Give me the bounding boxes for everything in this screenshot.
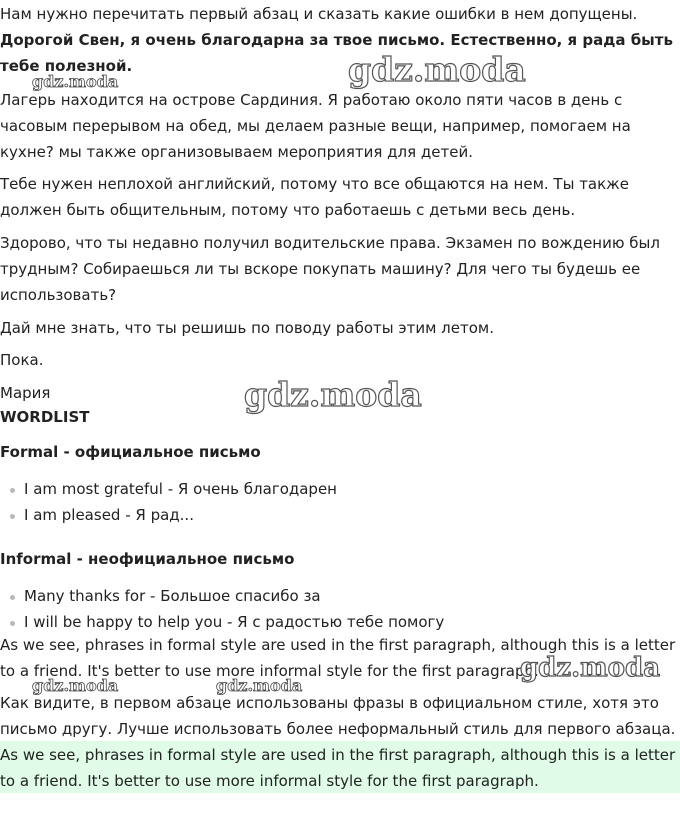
letter-signature: Мария xyxy=(0,384,51,402)
letter-paragraph-1: Лагерь находится на острове Сардиния. Я работаю около пяти часов в день с часовым перерывом на обед, мы делаем разные вещи, например, помогаем на кухне? мы также организовываем мероприятия для детей. xyxy=(0,91,631,161)
answer-box xyxy=(0,741,680,793)
letter-greeting: Дорогой Свен, я очень благодарна за твое письмо. Естественно, я рада быть тебе полезной. xyxy=(0,31,673,75)
list-item: I am pleased - Я рад... xyxy=(0,502,678,528)
formal-heading: Formal - официальное письмо xyxy=(0,443,261,461)
informal-heading: Informal - неофициальное письмо xyxy=(0,550,295,568)
watermark-logo: gdz.moda xyxy=(32,72,119,91)
informal-list xyxy=(0,583,678,635)
formal-list xyxy=(0,476,678,528)
wordlist-title: WORDLIST xyxy=(0,408,90,426)
watermark-logo: gdz.moda xyxy=(244,375,422,414)
watermark-logo: gdz.moda xyxy=(520,653,661,683)
letter-paragraph-3: Здорово, что ты недавно получил водительские права. Экзамен по вождению был трудным? Собираешься ли ты вскоре покупать машину? Для чего ты будешь ее использовать? xyxy=(0,234,660,304)
list-item: Many thanks for - Большое спасибо за xyxy=(0,583,678,609)
list-item: I will be happy to help you - Я с радостью тебе помогу xyxy=(0,609,678,635)
answer-english: As we see, phrases in formal style are used in the first paragraph, although this is a letter to a friend. It's better to use more informal style for the first paragraph. xyxy=(0,746,676,790)
watermark-logo: gdz.moda xyxy=(348,50,526,89)
watermark-logo: gdz.moda xyxy=(32,676,119,695)
watermark-logo: gdz.moda xyxy=(216,676,303,695)
letter-paragraph-2: Тебе нужен неплохой английский, потому что все общаются на нем. Ты также должен быть общительным, потому что работаешь с детьми весь день. xyxy=(0,175,629,219)
explanation-russian: Как видите, в первом абзаце использованы фразы в официальном стиле, хотя это письмо другу. Лучше использовать более неформальный стиль для первого абзаца. xyxy=(0,694,676,738)
letter-paragraph-4: Дай мне знать, что ты решишь по поводу работы этим летом. xyxy=(0,319,494,337)
explanation-english: As we see, phrases in formal style are used in the first paragraph, although this is a letter to a friend. It's better to use more informal style for the first paragraph. xyxy=(0,636,676,680)
list-item: I am most grateful - Я очень благодарен xyxy=(0,476,678,502)
task-text: Нам нужно перечитать первый абзац и сказать какие ошибки в нем допущены. xyxy=(0,5,638,23)
letter-closing: Пока. xyxy=(0,351,44,369)
